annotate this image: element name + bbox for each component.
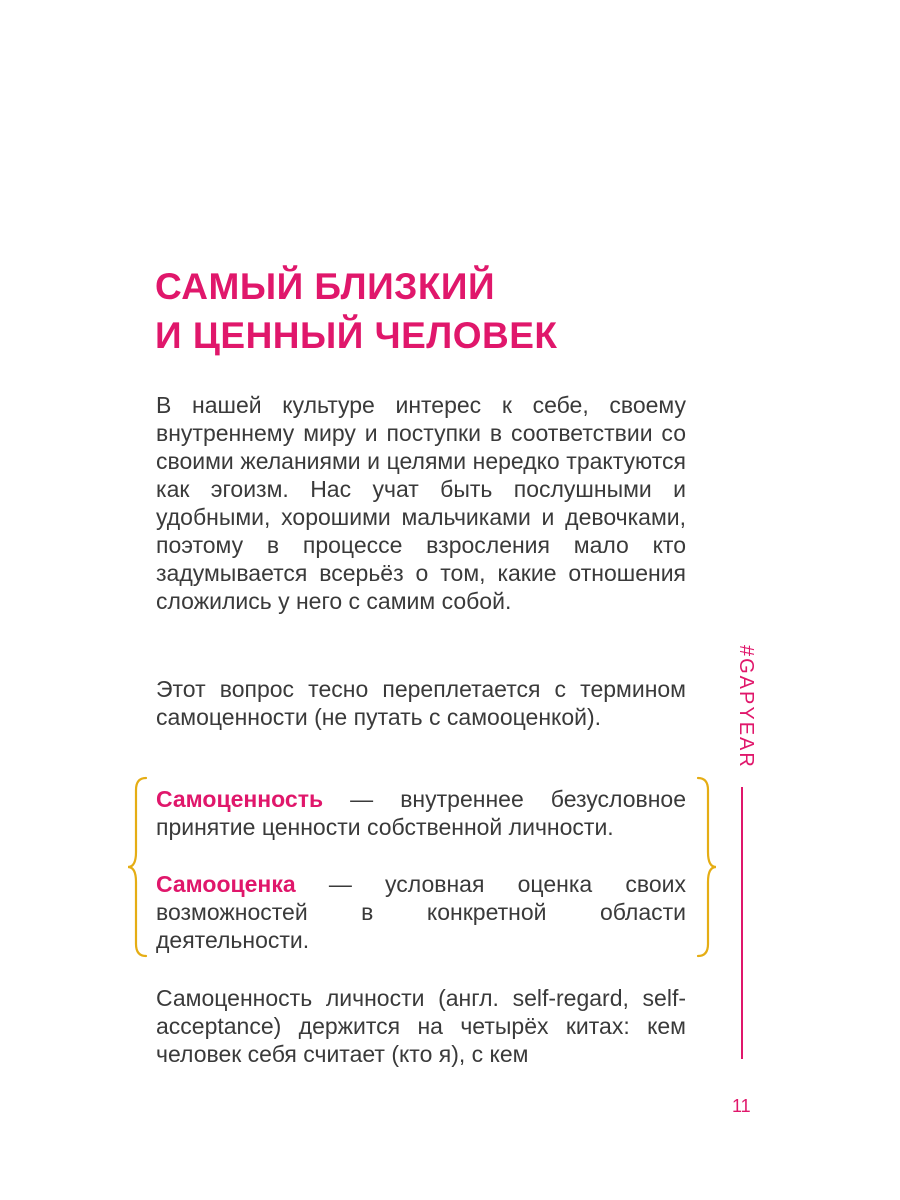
- side-divider-line: [741, 787, 743, 1059]
- definition-term: Самооценка: [156, 871, 296, 897]
- right-curly-brace-icon: [694, 776, 718, 958]
- definition-text: — внутреннее безусловное принятие ценности собственной личности.: [156, 786, 686, 840]
- page-number: 11: [732, 1096, 751, 1116]
- definition-self-worth: [156, 785, 686, 841]
- definition-self-esteem: [156, 870, 686, 954]
- chapter-title: [155, 262, 755, 360]
- definition-term: Самоценность: [156, 786, 324, 812]
- closing-paragraph: Самоценность личности (англ. self-regard, self-acceptance) держится на четырёх китах: кем человек себя считает (кто я), с кем: [156, 985, 686, 1067]
- left-curly-brace-icon: [126, 776, 150, 958]
- definition-text: — условная оценка своих возможностей в конкретной области деятельности.: [156, 871, 686, 953]
- chapter-title-line-1: САМЫЙ БЛИЗКИЙ: [155, 266, 496, 307]
- term-paragraph: Этот вопрос тесно переплетается с термином самоценности (не путать с самооценкой).: [156, 676, 686, 730]
- intro-paragraph: В нашей культуре интерес к себе, своему внутреннему миру и поступки в соответствии со своими желаниями и целями нередко трактуются как эгоизм. Нас учат быть послушными и удобными, хорошими мальчиками и девочками, поэтому в процессе взросления мало кто задумывается всерьёз о том, какие отношения сложились у него с самим собой.: [156, 392, 686, 614]
- side-hashtag: #GAPYEAR: [735, 645, 757, 769]
- chapter-title-line-2: И ЦЕННЫЙ ЧЕЛОВЕК: [155, 315, 558, 356]
